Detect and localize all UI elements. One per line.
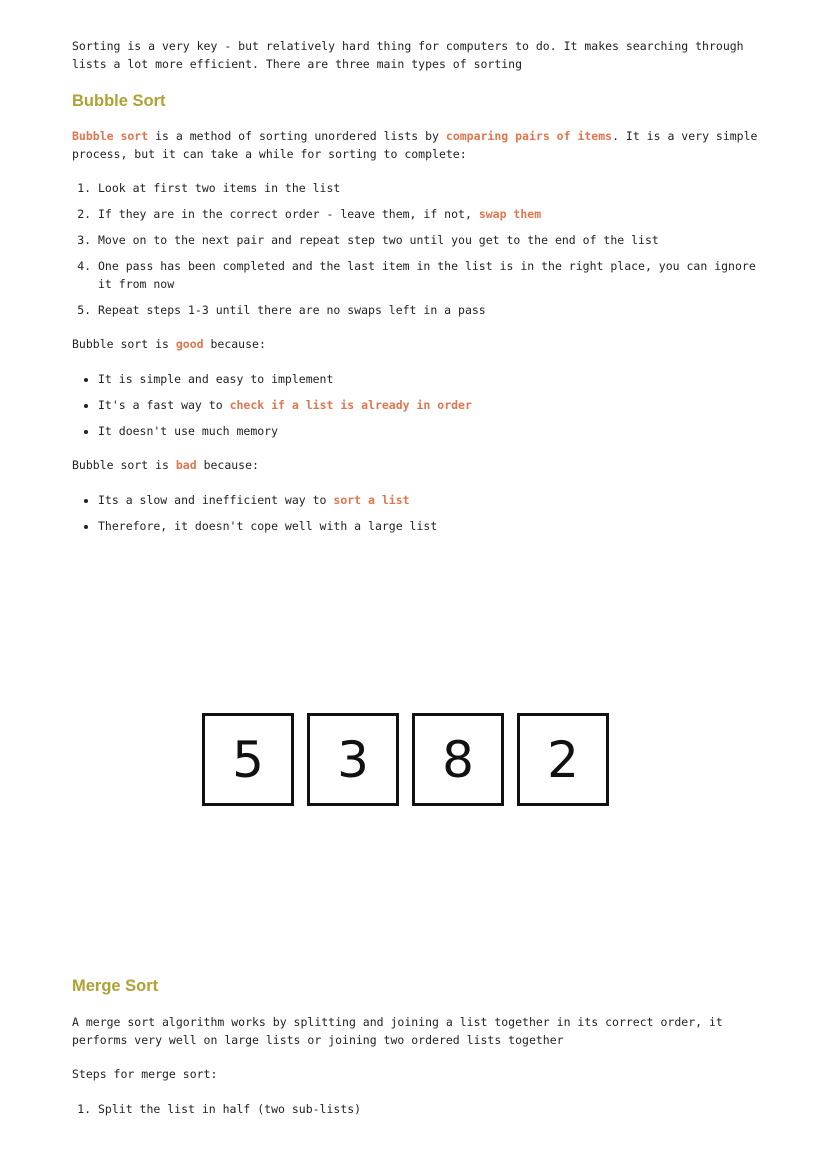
merge-sort-description: A merge sort algorithm works by splitting and joining a list together in its correct order, it performs very well on large lists or joining two ordered lists together [72,1015,723,1047]
intro-text: Sorting is a very key - but relatively hard thing for computers to do. It makes searching through lists a lot more efficient. There are three main types of sorting [72,39,744,71]
bad-because-text: Bubble sort is bad because: [72,458,259,472]
bubble-sort-diagram [202,713,609,806]
number-box: 5 [202,713,294,806]
number-box: 8 [412,713,504,806]
bad-list [72,492,762,536]
good-highlight: good [175,337,204,351]
list-item: 5. Repeat steps 1-3 until there are no swaps left in a pass [98,302,762,320]
list-item: • It doesn't use much memory [98,423,762,441]
bubble-sort-heading: Bubble Sort [72,92,166,110]
list-item: • It is simple and easy to implement [98,371,762,389]
sort-list-highlight: sort a list [333,492,410,507]
list-item: • Therefore, it doesn't cope well with a large list [98,518,762,536]
good-because-text: Bubble sort is good because: [72,337,266,351]
check-list-highlight: check if a list is already in order [229,397,472,412]
list-item: • Its a slow and inefficient way to sort a list [98,492,762,510]
list-item: 1. Split the list in half (two sub-lists) [98,1101,762,1119]
merge-sort-steps [72,1101,762,1119]
list-item: 4. One pass has been completed and the last item in the list is in the right place, you can ignore it from now [98,258,762,293]
list-item: • It's a fast way to check if a list is already in order [98,397,762,415]
merge-sort-section [72,976,762,1118]
bubble-sort-term: Bubble sort [72,129,149,143]
bad-highlight: bad [175,458,197,472]
list-item: 2. If they are in the correct order - leave them, if not, swap them [98,206,762,224]
number-box: 3 [307,713,399,806]
good-list [72,371,762,441]
comparing-pairs-highlight: comparing pairs of items [445,129,613,143]
number-box: 2 [517,713,609,806]
merge-sort-heading: Merge Sort [72,977,159,995]
bubble-sort-steps [72,180,762,319]
list-item: 1. Look at first two items in the list [98,180,762,198]
bubble-sort-description: Bubble sort is a method of sorting unordered lists by comparing pairs of items. It is a very simple process, but it can take a while for sorting to complete: [72,129,758,161]
bubble-sort-section [72,38,762,535]
list-item: 3. Move on to the next pair and repeat step two until you get to the end of the list [98,232,762,250]
swap-them-highlight: swap them [478,207,542,221]
merge-steps-label: Steps for merge sort: [72,1067,218,1081]
